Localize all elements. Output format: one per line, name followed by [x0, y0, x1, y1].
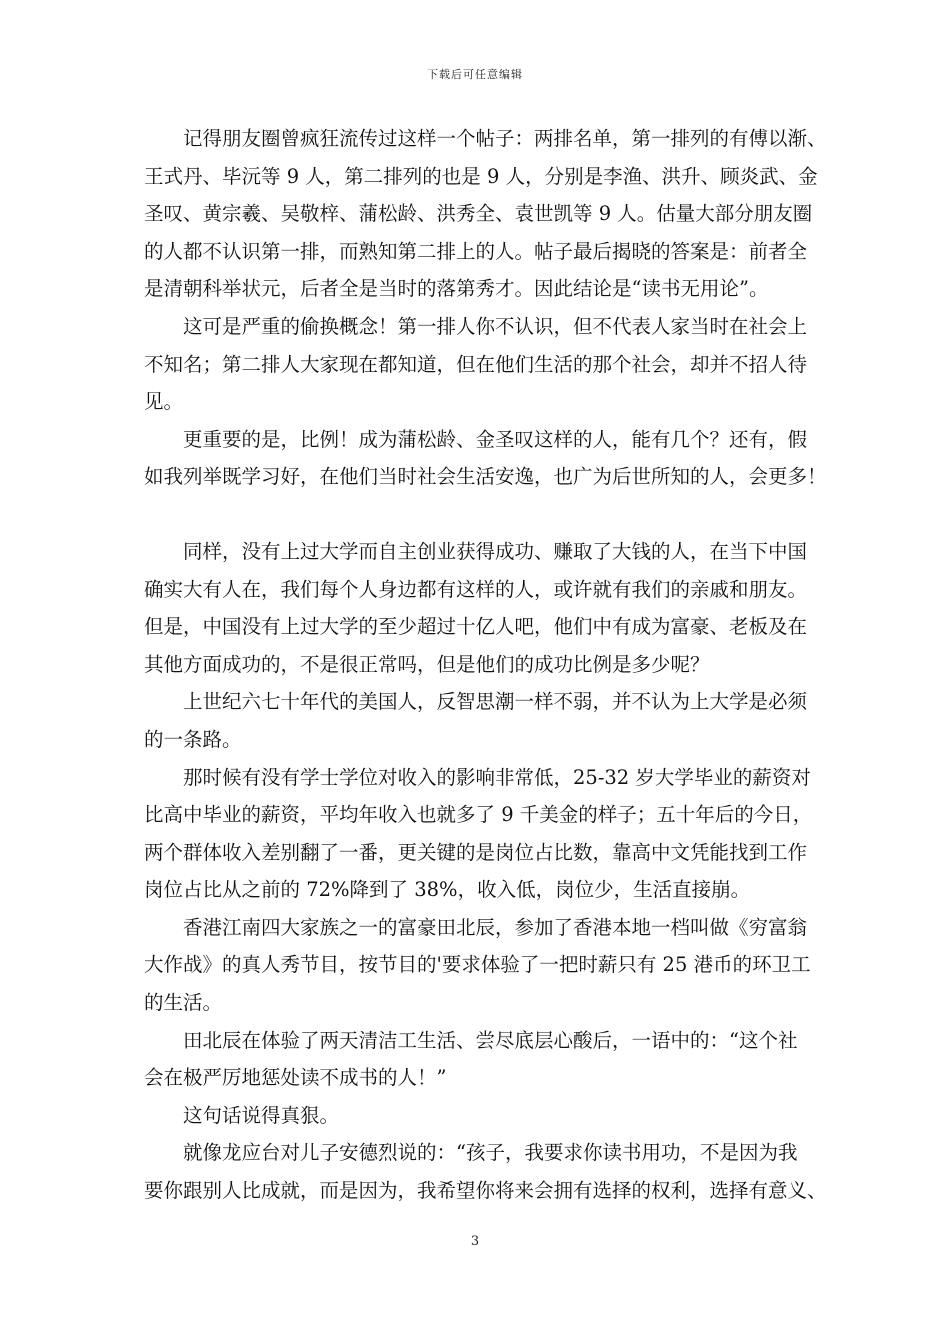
text-line: 如我列举既学习好，在他们当时社会生活安逸，也广为后世所知的人，会更多！ [144, 465, 827, 489]
text-line: 的生活。 [144, 991, 223, 1015]
text-line: 确实大有人在，我们每个人身边都有这样的人，或许就有我们的亲戚和朋友。 [144, 577, 808, 601]
text-line: 比高中毕业的薪资，平均年收入也就多了 9 千美金的样子；五十年后的今日， [144, 803, 813, 827]
paragraph [144, 533, 812, 683]
text-line: 上世纪六七十年代的美国人，反智思潮一样不弱，并不认为上大学是必须 [183, 690, 808, 714]
page-number: 3 [470, 1234, 480, 1249]
text-line: 那时候有没有学士学位对收入的影响非常低，25-32 岁大学毕业的薪资对 [183, 765, 811, 789]
text-line: 是清朝科举状元，后者全是当时的落第秀才。因此结论是“读书无用论”。 [144, 277, 769, 301]
paragraph [144, 759, 812, 909]
text-line: 其他方面成功的，不是很正常吗，但是他们的成功比例是多少呢？ [144, 652, 710, 676]
text-line: 两个群体收入差别翻了一番，更关键的是岗位占比数，靠高中文凭能找到工作 [144, 840, 808, 864]
paragraph [144, 683, 812, 758]
text-line: 大作战》的真人秀节目，按节目的'要求体验了一把时薪只有 25 港币的环卫工 [144, 953, 811, 977]
document-body [144, 120, 827, 1210]
paragraph [144, 120, 827, 308]
text-line: 不知名；第二排人大家现在都知道，但在他们生活的那个社会，却并不招人待 [144, 352, 808, 376]
text-line: 同样，没有上过大学而自主创业获得成功、赚取了大钱的人，在当下中国 [183, 539, 808, 563]
text-line: 香港江南四大家族之一的富豪田北辰，参加了香港本地一档叫做《穷富翁 [183, 915, 808, 939]
text-line: 记得朋友圈曾疯狂流传过这样一个帖子：两排名单，第一排列的有傅以渐、 [183, 127, 827, 150]
paragraph [144, 308, 812, 421]
paragraph [144, 1134, 827, 1209]
page-header: 下载后可任意编辑 [427, 68, 523, 81]
text-line: 的一条路。 [144, 727, 242, 751]
text-line: 这句话说得真狠。 [183, 1103, 340, 1127]
text-line: 王式丹、毕沅等 9 人，第二排列的也是 9 人，分别是李渔、洪升、顾炎武、金 [144, 164, 818, 188]
text-line: 要你跟别人比成就，而是因为，我希望你将来会拥有选择的权利，选择有意义、 [144, 1179, 827, 1203]
paragraph [144, 1097, 812, 1135]
text-line: 但是，中国没有上过大学的至少超过十亿人吧，他们中有成为富豪、老板及在 [144, 615, 808, 639]
text-line: 更重要的是，比例！成为蒲松龄、金圣叹这样的人，能有几个？还有，假 [183, 427, 808, 451]
text-line: 圣叹、黄宗羲、吴敬梓、蒲松龄、洪秀全、袁世凯等 9 人。估量大部分朋友圈 [144, 202, 813, 226]
text-line: 岗位占比从之前的 72%降到了 38%，收入低，岗位少，生活直接崩。 [144, 878, 751, 902]
paragraph [144, 421, 827, 496]
text-line: 的人都不认识第一排，而熟知第二排上的人。帖子最后揭晓的答案是：前者全 [144, 239, 808, 263]
text-line: 就像龙应台对儿子安德烈说的：“孩子，我要求你读书用功，不是因为我 [183, 1141, 798, 1165]
paragraph [144, 909, 812, 1022]
text-line: 田北辰在体验了两天清洁工生活、尝尽底层心酸后，一语中的：“这个社 [183, 1028, 798, 1052]
text-line: 这可是严重的偷换概念！第一排人你不认识，但不代表人家当时在社会上 [183, 314, 808, 338]
text-line: 见。 [144, 390, 184, 414]
paragraph [144, 1022, 812, 1097]
text-line: 会在极严厉地惩处读不成书的人！” [144, 1066, 447, 1090]
